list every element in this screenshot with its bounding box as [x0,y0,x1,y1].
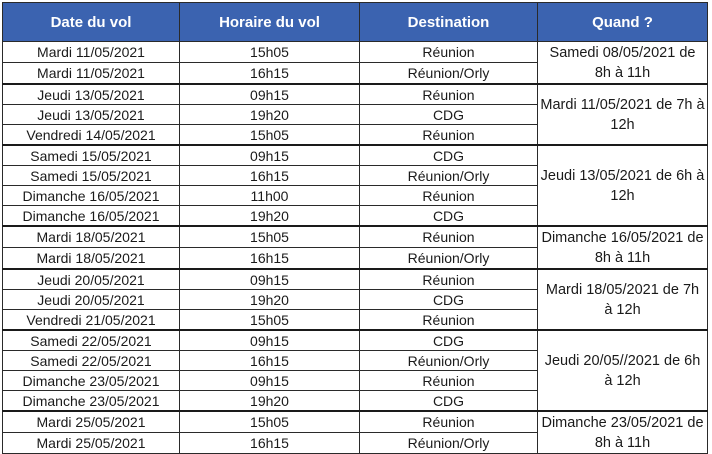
flight-time: 16h15 [180,351,360,371]
flight-destination: Réunion [360,310,538,331]
flight-date: Mardi 18/05/2021 [3,226,180,248]
table-row [3,42,708,63]
flight-date: Samedi 22/05/2021 [3,330,180,351]
header-date: Date du vol [3,3,180,42]
table-row [3,269,708,290]
flight-destination: Réunion [360,42,538,63]
flight-destination: Réunion/Orly [360,62,538,84]
flight-date: Samedi 15/05/2021 [3,166,180,186]
flight-destination: Réunion [360,84,538,105]
flight-date: Mardi 25/05/2021 [3,433,180,454]
header-when: Quand ? [538,3,708,42]
flight-schedule-table [2,2,708,454]
flight-destination: CDG [360,105,538,125]
table-row [3,84,708,105]
flight-time: 19h20 [180,290,360,310]
table-row [3,226,708,248]
flight-destination: Réunion/Orly [360,351,538,371]
flight-destination: Réunion [360,269,538,290]
flight-time: 16h15 [180,166,360,186]
flight-destination: Réunion [360,226,538,248]
flight-date: Dimanche 23/05/2021 [3,391,180,412]
flight-time: 15h05 [180,42,360,63]
flight-destination: Réunion/Orly [360,433,538,454]
header-row [3,3,708,42]
flight-destination: Réunion/Orly [360,166,538,186]
when-slot: Dimanche 23/05/2021 de 8h à 11h [538,411,708,454]
flight-destination: Réunion [360,125,538,146]
flight-time: 19h20 [180,206,360,227]
flight-time: 15h05 [180,310,360,331]
flight-time: 16h15 [180,248,360,270]
table-row [3,145,708,166]
flight-destination: Réunion/Orly [360,248,538,270]
flight-destination: CDG [360,206,538,227]
when-slot: Samedi 08/05/2021 de 8h à 11h [538,42,708,85]
when-slot: Jeudi 20/05//2021 de 6h à 12h [538,330,708,411]
flight-destination: CDG [360,330,538,351]
flight-time: 16h15 [180,62,360,84]
flight-destination: CDG [360,290,538,310]
flight-time: 16h15 [180,433,360,454]
when-slot: Mardi 11/05/2021 de 7h à 12h [538,84,708,145]
flight-time: 19h20 [180,105,360,125]
flight-date: Dimanche 23/05/2021 [3,371,180,391]
flight-destination: CDG [360,145,538,166]
flight-time: 09h15 [180,371,360,391]
flight-time: 15h05 [180,125,360,146]
flight-date: Samedi 15/05/2021 [3,145,180,166]
flight-destination: Réunion [360,371,538,391]
flight-time: 11h00 [180,186,360,206]
when-slot: Mardi 18/05/2021 de 7h à 12h [538,269,708,330]
flight-time: 09h15 [180,330,360,351]
table-row [3,330,708,351]
flight-time: 09h15 [180,145,360,166]
flight-destination: CDG [360,391,538,412]
flight-date: Vendredi 21/05/2021 [3,310,180,331]
flight-date: Jeudi 20/05/2021 [3,290,180,310]
flight-date: Vendredi 14/05/2021 [3,125,180,146]
flight-date: Jeudi 13/05/2021 [3,105,180,125]
flight-time: 15h05 [180,226,360,248]
flight-date: Mardi 18/05/2021 [3,248,180,270]
flight-destination: Réunion [360,186,538,206]
flight-time: 09h15 [180,269,360,290]
flight-date: Jeudi 13/05/2021 [3,84,180,105]
flight-date: Mardi 25/05/2021 [3,411,180,433]
flight-date: Dimanche 16/05/2021 [3,206,180,227]
flight-time: 19h20 [180,391,360,412]
when-slot: Dimanche 16/05/2021 de 8h à 11h [538,226,708,269]
flight-date: Samedi 22/05/2021 [3,351,180,371]
when-slot: Jeudi 13/05/2021 de 6h à 12h [538,145,708,226]
table-row [3,411,708,433]
flight-destination: Réunion [360,411,538,433]
header-time: Horaire du vol [180,3,360,42]
flight-time: 15h05 [180,411,360,433]
flight-date: Mardi 11/05/2021 [3,62,180,84]
flight-date: Dimanche 16/05/2021 [3,186,180,206]
flight-date: Jeudi 20/05/2021 [3,269,180,290]
flight-date: Mardi 11/05/2021 [3,42,180,63]
flight-time: 09h15 [180,84,360,105]
header-destination: Destination [360,3,538,42]
